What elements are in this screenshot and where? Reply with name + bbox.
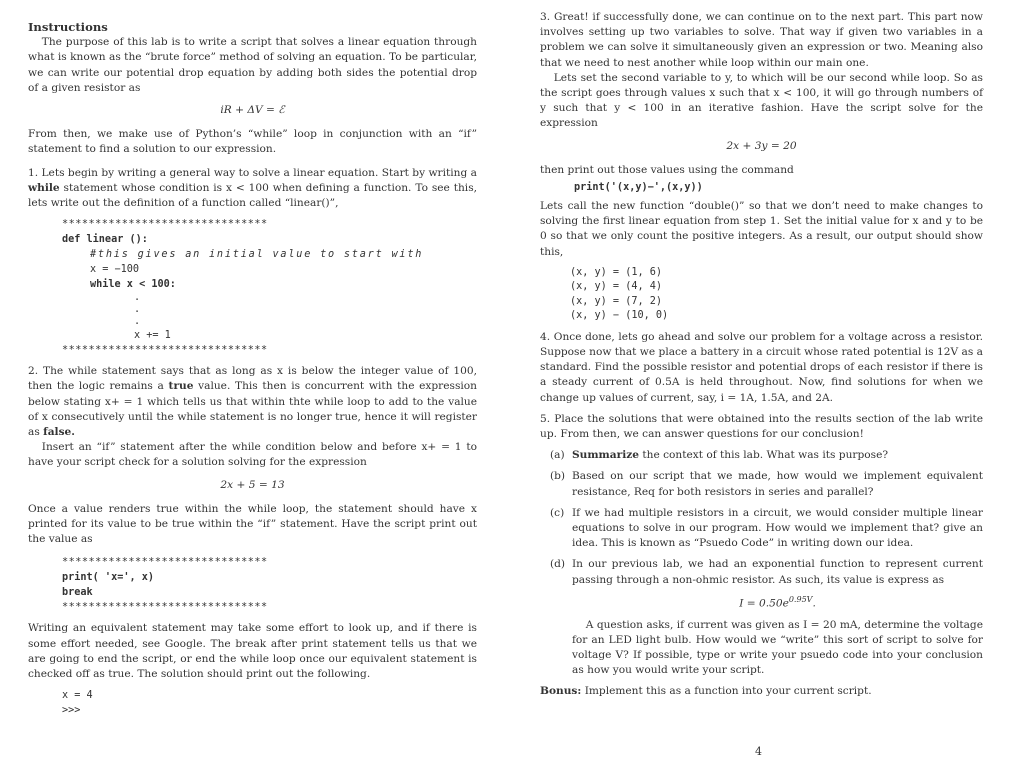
print-value-paragraph: Once a value renders true within the while loop, the statement should have x printed for its value to be true within the “if” statement. Have the script print out the value as [28, 502, 477, 546]
right-column [540, 10, 983, 700]
step-4-paragraph: 4. Once done, lets go ahead and solve our problem for a voltage across a resistor. Suppose now that we place a battery in a circuit whose rated potential is 12V as a standard. Find the possible resistor and potential drops of each resistor if there is a steady current of 0.5A is held throughout. Now, find solutions for when we change up values of current, say, i = 1A, 1.5A, and 2A. [540, 330, 983, 404]
bonus-paragraph: Bonus: Implement this as a function into your current script. [540, 685, 872, 698]
code-increment-line: x += 1 [134, 330, 171, 342]
double-function-paragraph: Lets call the new function “double()” so that we don’t need to make changes to solving the first linear equation from step 1. Set the initial value for x and y to be 0 so that we only count the positive integers. As a result, our output should show this, [540, 200, 983, 258]
code-ellipsis: . [134, 316, 141, 328]
instructions-heading: Instructions [28, 20, 108, 34]
question-a: (a) Summarize the context of this lab. What was its purpose? [550, 449, 889, 462]
code-print-line: print( 'x=', x) [62, 572, 155, 584]
insert-if-paragraph: Insert an “if” statement after the while condition below and before x+ = 1 to have your script check for a solution solving for the expression [28, 441, 477, 469]
code-ellipsis: . [134, 292, 141, 304]
two-variable-equation: 2x + 3y = 20 [726, 139, 797, 152]
code-break-line: break [62, 587, 93, 599]
while-if-paragraph: From then, we make use of Python’s “while” loop in conjunction with an “if” statement to find a solution to our expression. [28, 128, 477, 156]
code-comment-line: #this gives an initial value to start with [90, 249, 424, 261]
code-def-line: def linear (): [62, 234, 148, 246]
output-pair: (x, y) − (10, 0) [570, 310, 669, 322]
output-pairs [540, 266, 983, 324]
code-stars: ******************************* [62, 557, 268, 569]
linear-equation: 2x + 5 = 13 [220, 478, 285, 491]
code-block-output [28, 688, 477, 718]
potential-drop-equation: iR + ΔV = ℰ [220, 104, 285, 117]
left-column [28, 14, 477, 718]
step-5-paragraph: 5. Place the solutions that were obtained into the results section of the lab write up. From then, we can answer questions for our conclusion! [540, 412, 983, 441]
code-ellipsis: . [134, 304, 141, 316]
equivalent-statement-paragraph: Writing an equivalent statement may take some effort to look up, and if there is some effort needed, see Google. The break after print statement tells us that we are going to end the script, or end the while loop once our equivalent statement is checked off as true. The solution should print out the following. [28, 622, 477, 681]
code-stars: ******************************* [62, 219, 268, 231]
question-b: (b) Based on our script that we made, how would we implement equivalent resistance, Req for both resistors in series and parallel? [550, 470, 983, 498]
code-stars-end: ******************************* [62, 345, 268, 357]
code-assign-line: x = −100 [90, 264, 140, 276]
output-pair: (x, y) = (1, 6) [570, 266, 663, 278]
code-block-print [28, 555, 477, 615]
second-variable-paragraph: Lets set the second variable to y, to which will be our second while loop. So as the script goes through values x such that x < 100, it will go through numbers of y such that y < 100 in an iterative fashion. Have the script solve for the expression [540, 71, 983, 130]
prompt-line: >>> [62, 705, 81, 717]
intro-paragraph: The purpose of this lab is to write a script that solves a linear equation through what is known as the “brute force” method of solving an equation. To be particular, we can write our potential drop equation by adding both sides the potential drop of a given resistor as [28, 36, 477, 94]
current-equation: $I = 0.50e^{0.95V}$. [739, 594, 816, 610]
code-block-linear [28, 217, 477, 358]
output-pair: (x, y) = (7, 2) [570, 295, 663, 307]
print-command: print('(x,y)−',(x,y)) [574, 182, 703, 194]
question-c: (c) If we had multiple resistors in a circuit, we would consider multiple linear equations to solve in our program. How would we implement that? give an idea. This is known as “Psuedo Code” in writing down our idea. [550, 506, 983, 550]
output-line: x = 4 [62, 690, 93, 702]
step-2-paragraph: 2. The while statement says that as long as x is below the integer value of 100, then the logic remains a true value. This then is concurrent with the expression below stating x+ = 1 which tells us that within thte while loop to add to the value of x consecutively until the while statement is no longer true, hence it will register as false. [28, 365, 477, 439]
question-d: (d) In our previous lab, we had an exponential function to represent current passing through a non-ohmic resistor. As such, its value is express as $I = 0.50e^{0.95V}$. A question asks, if current was given as I = 20 mA, determine the voltage for an LED light bulb. How would we “write” this sort of script to solve for voltage V? If possible, type or write your psuedo code into your conclusion as how you would write your script. [550, 558, 983, 677]
print-command-intro: then print out those values using the command [540, 163, 794, 176]
code-stars-end: ******************************* [62, 602, 268, 614]
step-3-paragraph: 3. Great! if successfully done, we can continue on to the next part. This part now involves setting up two variables to solve. That way if given two variables in a problem we can solve it simultaneously given an expression or two. Meaning also that we need to nest another while loop within our main one. [540, 11, 983, 69]
page-number: 4 [755, 745, 762, 758]
output-pair: (x, y) = (4, 4) [570, 281, 663, 293]
step-1-paragraph: 1. Lets begin by writing a general way to solve a linear equation. Start by writing a while statement whose condition is x < 100 when defining a function. To see this, lets write out the definition of a function called “linear()”, [28, 166, 477, 210]
code-while-line: while x < 100: [90, 279, 176, 291]
